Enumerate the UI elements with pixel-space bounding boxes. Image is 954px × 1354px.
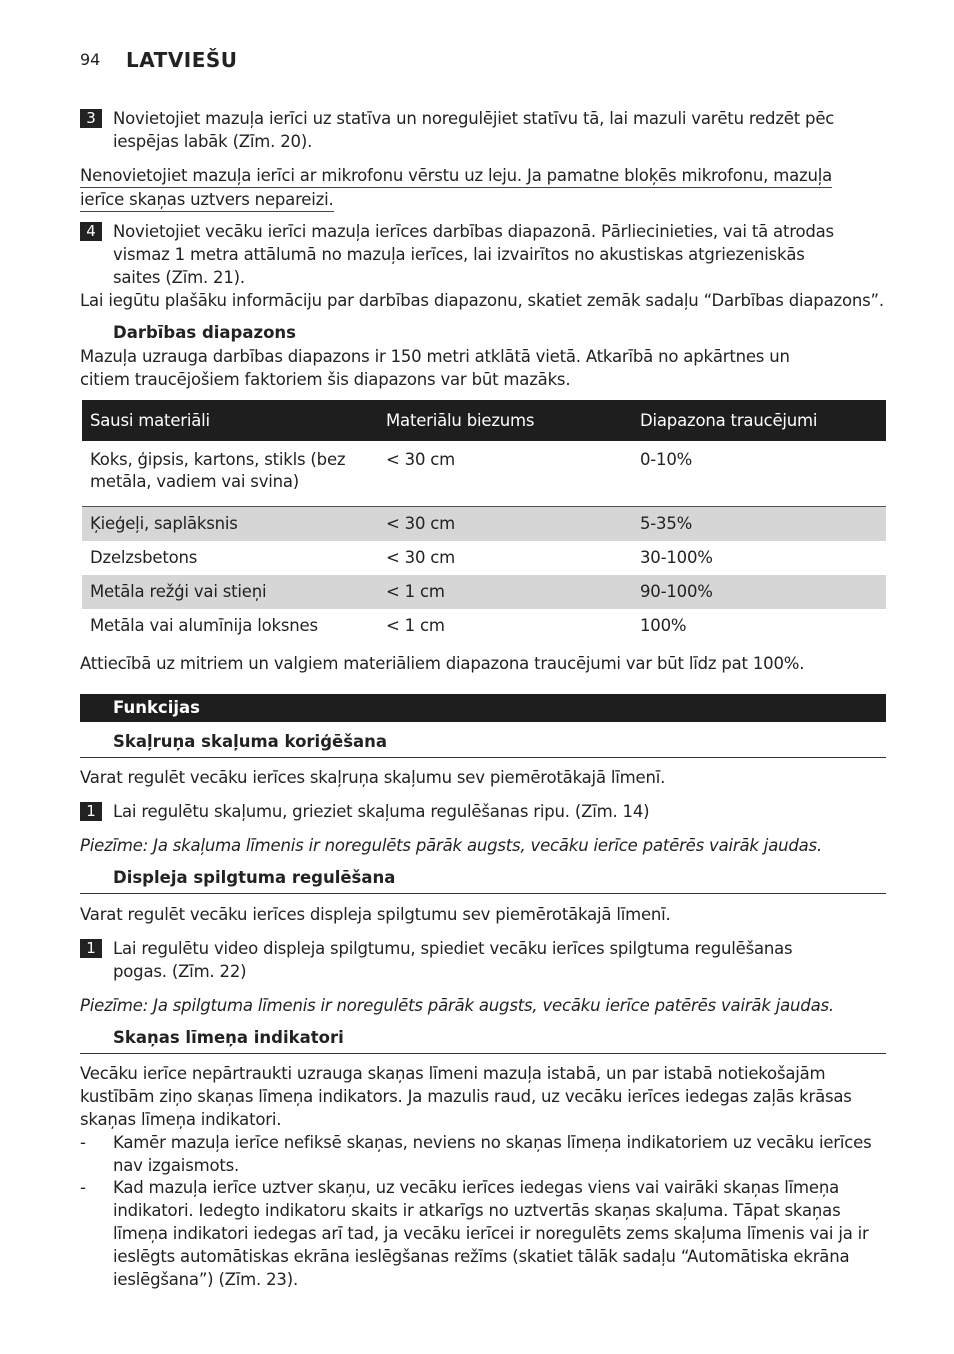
table-cell: < 30 cm: [378, 441, 632, 507]
table-cell: Ķieģeļi, saplāksnis: [82, 507, 378, 542]
sound-level-bullet-1: Kamēr mazuļa ierīce nefiksē skaņas, neviens no skaņas līmeņa indikatoriem uz vecāku ierīces nav izgaismots.: [113, 1133, 872, 1175]
table-row: [82, 441, 886, 507]
table-cell: < 1 cm: [378, 575, 632, 609]
page-number: 94: [80, 50, 101, 69]
functions-section-band: [80, 694, 886, 722]
table-row: [82, 507, 886, 542]
display-brightness-title: Displeja spilgtuma regulēšana: [113, 868, 396, 887]
table-cell: 30-100%: [640, 548, 713, 567]
display-step-number: 1: [80, 939, 102, 958]
table-row: [82, 609, 886, 643]
speaker-volume-title: Skaļruņa skaļuma koriģēšana: [113, 732, 388, 751]
warning-line-2: ierīce skaņas uztvers nepareizi.: [80, 188, 334, 212]
table-cell: Dzelzsbetons: [90, 548, 198, 567]
speaker-step-text: Lai regulētu skaļumu, grieziet skaļuma regulēšanas ripu. (Zīm. 14): [113, 802, 650, 821]
table-cell: Metāla režģi vai stieņi: [82, 575, 378, 609]
step-4-text: Novietojiet vecāku ierīci mazuļa ierīces darbības diapazonā. Pārliecinieties, vai tā atrodas vismaz 1 metra attālumā no mazuļa ierīces, lai izvairītos no akustiskas atgriezeniskās saites (Zīm. 21).: [113, 222, 834, 287]
range-table: [82, 400, 886, 643]
warning-line-1: Nenovietojiet mazuļa ierīci ar mikrofonu vērstu uz leju. Ja pamatne bloķēs mikrofonu, mazuļa: [80, 164, 832, 188]
range-section-title: Darbības diapazons: [113, 323, 296, 342]
table-cell: Koks, ģipsis, kartons, stikls (bez metāla, vadiem vai svina): [82, 441, 378, 507]
sound-level-title: Skaņas līmeņa indikatori: [113, 1028, 344, 1047]
warning-note: [80, 164, 852, 212]
display-note: Piezīme: Ja spilgtuma līmenis ir noregulēts pārāk augsts, vecāku ierīce patērēs vairāk jaudas.: [80, 996, 834, 1015]
table-cell: 90-100%: [632, 575, 886, 609]
table-cell: < 1 cm: [386, 616, 445, 635]
divider: [80, 893, 886, 894]
table-row: [82, 575, 886, 609]
range-section-body: Mazuļa uzrauga darbības diapazons ir 150 metri atklātā vietā. Atkarībā no apkārtnes un citiem traucējošiem faktoriem šis diapazons var būt mazāks.: [80, 347, 790, 389]
bullet-dash: -: [80, 1133, 86, 1152]
header-thickness: Materiālu biezums: [378, 400, 632, 441]
range-table-header: [82, 400, 886, 441]
table-cell: < 30 cm: [386, 548, 456, 567]
functions-title: Funkcijas: [113, 698, 200, 717]
sound-level-body: Vecāku ierīce nepārtraukti uzrauga skaņas līmeni mazuļa istabā, un par istabā notiekošajām kustībām ziņo skaņas līmeņa indikators. Ja mazulis raud, uz vecāku ierīces iedegas zaļās krāsas skaņas līmeņa indikatori.: [80, 1064, 852, 1129]
bullet-dash: -: [80, 1178, 86, 1197]
speaker-note: Piezīme: Ja skaļuma līmenis ir noregulēts pārāk augsts, vecāku ierīce patērēs vairāk jaudas.: [80, 836, 822, 855]
info-text: Lai iegūtu plašāku informāciju par darbības diapazonu, skatiet zemāk sadaļu “Darbības diapazons”.: [80, 291, 884, 310]
header-dry-materials: Sausi materiāli: [82, 400, 378, 441]
step-3-number: 3: [80, 109, 102, 128]
table-cell: < 30 cm: [378, 507, 632, 542]
language-heading: LATVIEŠU: [126, 48, 238, 72]
table-row: [82, 541, 886, 575]
wet-materials-note: Attiecībā uz mitriem un valgiem materiāliem diapazona traucējumi var būt līdz pat 100%.: [80, 654, 805, 673]
step-3-text: Novietojiet mazuļa ierīci uz statīva un noregulējiet statīvu tā, lai mazuli varētu redzēt pēc iespējas labāk (Zīm. 20).: [113, 109, 835, 151]
display-step-text: Lai regulētu video displeja spilgtumu, spiediet vecāku ierīces spilgtuma regulēšanas pogas. (Zīm. 22): [113, 939, 793, 981]
table-cell: 0-10%: [632, 441, 886, 507]
table-cell: 100%: [640, 616, 687, 635]
step-4-number: 4: [80, 222, 102, 241]
divider: [80, 1053, 886, 1054]
table-cell: Metāla vai alumīnija loksnes: [90, 616, 318, 635]
header-interference: Diapazona traucējumi: [632, 400, 886, 441]
table-cell: 5-35%: [632, 507, 886, 542]
divider: [80, 757, 886, 758]
sound-level-bullet-2: Kad mazuļa ierīce uztver skaņu, uz vecāku ierīces iedegas viens vai vairāki skaņas līmeņa indikatori. Iedegto indikatoru skaits ir atkarīgs no uztvertās skaņas skaļuma. Tāpat skaņas līmeņa indikatori iedegas arī tad, ja vecāku ierīcei ir noregulēts zems skaļuma līmenis vai ja ir ieslēgts automātiskas ekrāna ieslēgšanas režīms (skatiet tālāk sadaļu “Automātiska ekrāna ieslēgšana”) (Zīm. 23).: [113, 1178, 869, 1289]
display-brightness-body: Varat regulēt vecāku ierīces displeja spilgtumu sev piemērotākajā līmenī.: [80, 905, 671, 924]
speaker-volume-body: Varat regulēt vecāku ierīces skaļruņa skaļumu sev piemērotākajā līmenī.: [80, 768, 666, 787]
speaker-step-number: 1: [80, 802, 102, 821]
